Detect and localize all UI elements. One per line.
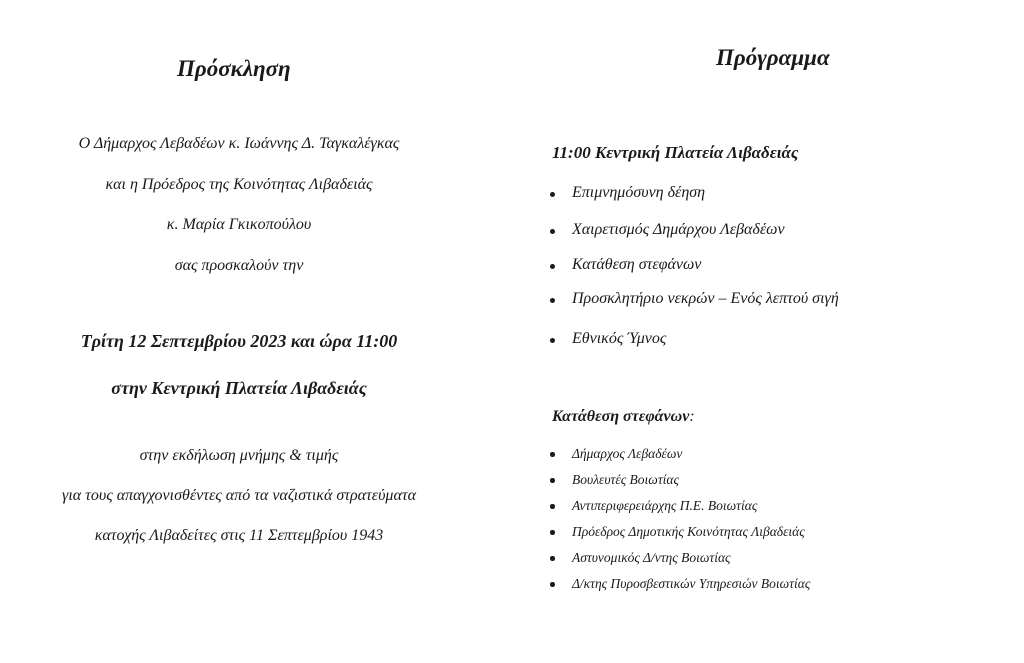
invitation-line: Ο Δήμαρχος Λεβαδέων κ. Ιωάννης Δ. Ταγκαλέγκας	[78, 135, 400, 152]
wreaths-heading-colon: :	[689, 408, 695, 425]
bullet-icon	[550, 192, 555, 197]
list-item	[572, 221, 785, 239]
bullet-icon	[550, 530, 555, 535]
wreath-item-label: Αστυνομικός Δ/ντης Βοιωτίας	[572, 550, 731, 565]
bullet-icon	[550, 556, 555, 561]
event-place: στην Κεντρική Πλατεία Λιβαδειάς	[111, 378, 367, 398]
wreath-item-label: Πρόεδρος Δημοτικής Κοινότητας Λιβαδειάς	[572, 524, 805, 539]
wreaths-heading-label: Κατάθεση στεφάνων	[552, 408, 690, 425]
event-date: Τρίτη 12 Σεπτεμβρίου 2023 και ώρα 11:00	[80, 331, 398, 351]
bullet-icon	[550, 504, 555, 509]
bullet-icon	[550, 264, 555, 269]
list-item	[572, 498, 757, 514]
wreaths-heading	[552, 408, 695, 426]
list-item	[572, 184, 705, 202]
invitation-line: κ. Μαρία Γκικοπούλου	[166, 216, 312, 233]
invitation-line: και η Πρόεδρος της Κοινότητας Λιβαδειάς	[105, 176, 373, 193]
list-item	[572, 550, 731, 566]
program-time-heading: 11:00 Κεντρική Πλατεία Λιβαδειάς	[552, 143, 799, 162]
bullet-icon	[550, 229, 555, 234]
list-item	[572, 290, 839, 308]
program-item-label: Χαιρετισμός Δημάρχου Λεβαδέων	[572, 221, 785, 238]
program-title: Πρόγραμμα	[716, 45, 830, 70]
program-item-label: Επιμνημόσυνη δέηση	[572, 184, 706, 201]
bullet-icon	[550, 298, 555, 303]
program-item-label: Κατάθεση στεφάνων	[572, 256, 702, 273]
invitation-line: σας προσκαλούν την	[174, 257, 304, 274]
bullet-icon	[550, 582, 555, 587]
list-item	[572, 256, 701, 274]
list-item	[572, 524, 805, 540]
wreath-item-label: Βουλευτές Βοιωτίας	[572, 472, 679, 487]
wreath-item-label: Δ/κτης Πυροσβεστικών Υπηρεσιών Βοιωτίας	[572, 576, 811, 591]
invitation-title: Πρόσκληση	[177, 56, 291, 81]
list-item	[572, 472, 679, 488]
list-item	[572, 330, 666, 348]
event-description-line: για τους απαγχονισθέντες από τα ναζιστικά στρατεύματα	[62, 487, 416, 504]
bullet-icon	[550, 452, 555, 457]
wreath-item-label: Δήμαρχος Λεβαδέων	[572, 446, 683, 461]
bullet-icon	[550, 338, 555, 343]
program-item-label: Προσκλητήριο νεκρών – Ενός λεπτού σιγή	[572, 290, 839, 307]
event-description-line: κατοχής Λιβαδείτες στις 11 Σεπτεμβρίου 1943	[94, 527, 384, 544]
program-item-label: Εθνικός Ύμνος	[572, 330, 667, 347]
wreath-item-label: Αντιπεριφερειάρχης Π.Ε. Βοιωτίας	[572, 498, 758, 513]
bullet-icon	[550, 478, 555, 483]
list-item	[572, 576, 810, 592]
list-item	[572, 446, 682, 462]
event-description-line: στην εκδήλωση μνήμης & τιμής	[139, 447, 339, 464]
